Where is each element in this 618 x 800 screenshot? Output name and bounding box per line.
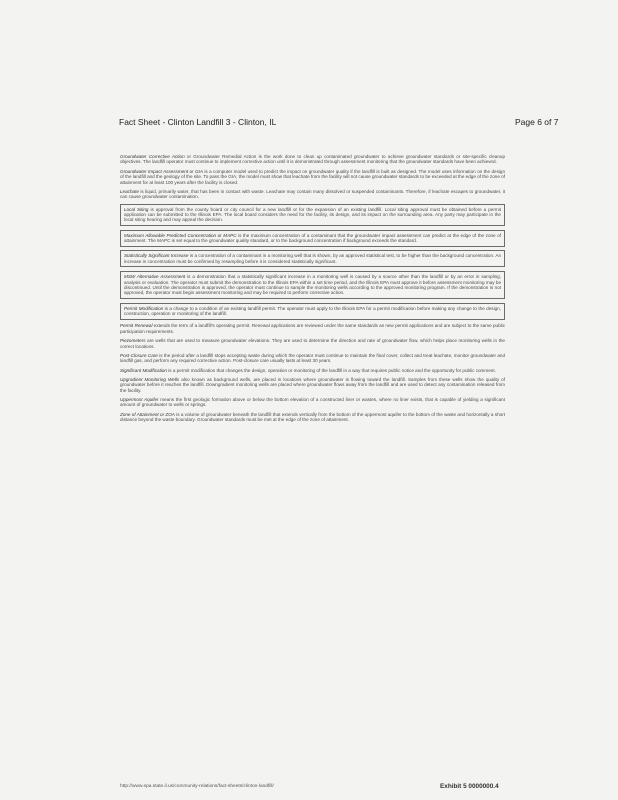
definition-paragraph	[120, 377, 505, 393]
definition-term: Piezometers	[120, 338, 146, 344]
definition-term: MSW Alternative Assessment	[124, 274, 186, 280]
definition-paragraph	[120, 338, 505, 349]
definition-paragraph	[120, 250, 505, 267]
definition-term: Post-Closure Care	[120, 352, 158, 358]
definition-text: is a change to a condition of an existing landfill permit. The operator must apply to the Illinois EPA for a permit modification before making any change to the design, construction, operation or monitoring of the landfill.	[124, 305, 501, 317]
definition-paragraph	[120, 154, 505, 165]
definition-paragraph	[120, 368, 505, 373]
definition-term: Permit Renewal	[120, 323, 153, 329]
definition-term: Maximum Allowable Predicted Concentration or MAPC	[124, 232, 237, 238]
definition-text: is a demonstration that a statistically significant increase in a monitoring well is caused by a source other than the landfill or by an error in sampling, analysis or evaluation. The operator must submit the demonstration to the Illinois EPA within a set time period, and the Illinois EPA must approve it before assessment monitoring may be discontinued. Until the demonstration is approved, the operator must continue to sample the monitoring wells according to the approved monitoring program. If the demonstration is not approved, the operator must begin assessment monitoring and may be required to perform corrective action.	[124, 274, 501, 296]
definition-text: is a volume of groundwater beneath the landfill that extends vertically from the bottom of the uppermost aquifer to the bottom of the waste and horizontally a short distance beyond the waste boundary. Groundwater standards must be met at the edge of the zone of attainment.	[120, 411, 505, 423]
definition-term: Uppermost Aquifer	[120, 396, 159, 402]
definition-paragraph	[120, 323, 505, 334]
definition-term: Groundwater Impact Assessment or GIA	[120, 168, 203, 174]
footer-url: http://www.epa.state.il.us/community-relations/fact-sheets/clinton-landfill/	[120, 784, 274, 789]
definition-text: is approval from the county board or city council for a new landfill or for the expansion of an existing landfill. Local siting approval must be obtained before a permit application can be submitted to the Illinois EPA. The local board considers the need for the facility, its design, and its impact on the surrounding area. Any party may participate in the local siting hearing and may appeal the decision.	[124, 206, 501, 223]
definition-term: Significant Modification	[120, 367, 167, 373]
definition-paragraph	[120, 353, 505, 364]
definition-term: Upgradient Monitoring Wells	[120, 376, 180, 382]
definition-term: Statistically Significant Increase	[124, 253, 189, 259]
definition-text: means the first geologic formation above or below the bottom elevation of a constructed liner or wastes, where no liner exists, that is capable of yielding a significant amount of groundwater to wells or springs.	[120, 396, 505, 408]
definition-text: is a permit modification that changes the design, operation or monitoring of the landfill in a way that requires public notice and the opportunity for public comment.	[166, 367, 496, 373]
page-number: Page 6 of 7	[515, 117, 559, 127]
definition-text: extends the term of a landfill's operating permit. Renewal applications are reviewed under the same standards as new permit applications and are subject to the same public participation requirements.	[120, 323, 505, 334]
definition-paragraph	[120, 169, 505, 185]
definition-text: is the maximum concentration of a contaminant that the groundwater impact assessment can predict at the edge of the zone of attainment. The MAPC is set equal to the groundwater quality standard, or to the background concentration if background exceeds the standard.	[124, 232, 501, 244]
definition-paragraph	[120, 189, 505, 200]
definition-text: is liquid, primarily water, that has been in contact with waste. Leachate may contain many dissolved or suspended contaminants. Therefore, if leachate escapes to groundwater, it can cause groundwater contamination.	[120, 188, 505, 200]
exhibit-stamp: Exhibit 5 0000000.4	[440, 783, 499, 790]
definition-text: also known as background wells, are placed in locations where groundwater is flowing toward the landfill. Samples from these wells show the quality of groundwater before it reaches the landfill. Downgradient monitoring wells are placed where groundwater flows away from the landfill and are used to detect any contamination released from the facility.	[120, 376, 505, 393]
definition-text: is a concentration of a contaminant in a monitoring well that is shown, by an approved statistical test, to be higher than the background concentration. An increase in concentration must be confirmed by resampling before it is considered statistically significant.	[124, 253, 502, 264]
definition-term: Leachate	[120, 188, 139, 194]
definition-paragraph	[120, 303, 505, 320]
definition-term: Permit Modification	[124, 305, 164, 311]
definition-term: Zone of Attainment or ZOA	[120, 411, 175, 417]
definition-term: Groundwater Corrective Action	[120, 154, 185, 159]
definition-paragraph	[120, 271, 505, 299]
definition-term: Local Siting	[124, 206, 149, 212]
definition-paragraph	[120, 397, 505, 408]
document-body	[120, 154, 505, 426]
definition-text: is the period after a landfill stops accepting waste during which the operator must continue to maintain the final cover, collect and treat leachate, monitor groundwater and landfill gas, and perform any required corrective action. Post-closure care usually lasts at least 30 years.	[120, 352, 505, 364]
definition-text: are wells that are used to measure groundwater elevations. They are used to determine the direction and rate of groundwater flow, which helps place monitoring wells in the correct locations.	[120, 338, 505, 349]
definition-text: or Groundwater Remedial Action is the work done to clean up contaminated groundwater to achieve groundwater standards or site-specific cleanup objectives. The landfill operator must continue to implement corrective action until it is demonstrated through assessment monitoring that the groundwater standards have been achieved.	[120, 154, 506, 165]
definition-paragraph	[120, 412, 505, 423]
definition-paragraph	[120, 230, 505, 247]
definition-text: is a computer model used to predict the impact on groundwater quality if the landfill is built as designed. The model uses information on the design of the landfill and the geology of the site. To pass the GIA, the model must show that leachate from the facility will not cause groundwater standards to be exceeded at the edge of the zone of attainment for at least 100 years after the facility is closed.	[120, 168, 506, 185]
definition-paragraph	[120, 204, 505, 226]
document-title: Fact Sheet - Clinton Landfill 3 - Clinton, IL	[119, 117, 277, 127]
